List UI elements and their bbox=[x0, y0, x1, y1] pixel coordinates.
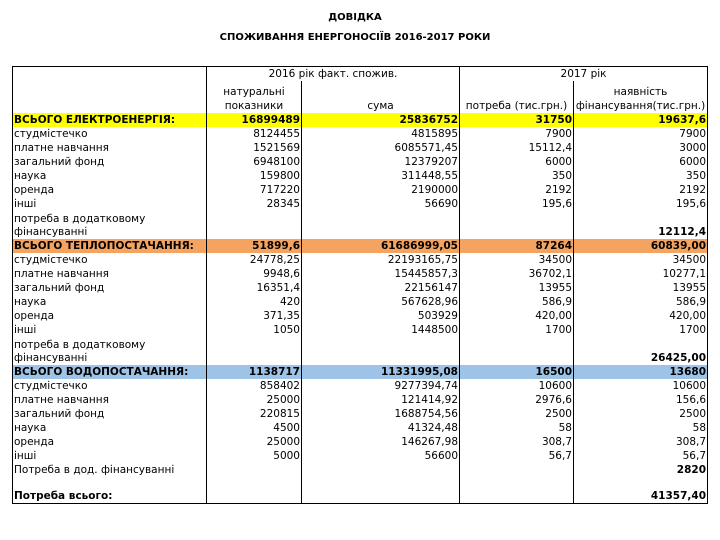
extra-need-row bbox=[13, 337, 708, 365]
row-label: інші bbox=[13, 323, 207, 337]
row-label: наука bbox=[13, 169, 207, 183]
sum-value: 121414,92 bbox=[302, 393, 460, 407]
row-label: оренда bbox=[13, 309, 207, 323]
natural-value: 28345 bbox=[207, 197, 302, 211]
total-row-elec bbox=[13, 113, 708, 127]
extra-need-row bbox=[13, 463, 708, 477]
funding-value: 13955 bbox=[574, 281, 708, 295]
need-value: 2500 bbox=[460, 407, 574, 421]
natural-value: 16351,4 bbox=[207, 281, 302, 295]
table-row bbox=[13, 267, 708, 281]
natural-value: 16899489 bbox=[207, 113, 302, 127]
row-label: потреба в додатковому фінансуванні bbox=[13, 337, 207, 365]
table-row bbox=[13, 281, 708, 295]
natural-value: 4500 bbox=[207, 421, 302, 435]
row-label: інші bbox=[13, 449, 207, 463]
natural-value: 717220 bbox=[207, 183, 302, 197]
need-value: 350 bbox=[460, 169, 574, 183]
natural-value: 1050 bbox=[207, 323, 302, 337]
need-value: 2192 bbox=[460, 183, 574, 197]
row-label: платне навчання bbox=[13, 393, 207, 407]
table-row bbox=[13, 407, 708, 421]
row-label: інші bbox=[13, 197, 207, 211]
row-label: ВСЬОГО ВОДОПОСТАЧАННЯ: bbox=[13, 365, 207, 379]
sum-value: 1688754,56 bbox=[302, 407, 460, 421]
funding-value: 34500 bbox=[574, 253, 708, 267]
need-value: 16500 bbox=[460, 365, 574, 379]
natural-value: 51899,6 bbox=[207, 239, 302, 253]
header-natural: натуральні показники bbox=[207, 81, 302, 113]
sum-value: 56600 bbox=[302, 449, 460, 463]
need-value: 1700 bbox=[460, 323, 574, 337]
row-label: оренда bbox=[13, 183, 207, 197]
funding-value: 10600 bbox=[574, 379, 708, 393]
need-value: 34500 bbox=[460, 253, 574, 267]
funding-value: 195,6 bbox=[574, 197, 708, 211]
extra-need-row bbox=[13, 211, 708, 239]
sum-value: 6085571,45 bbox=[302, 141, 460, 155]
natural-value: 1138717 bbox=[207, 365, 302, 379]
natural-value: 371,35 bbox=[207, 309, 302, 323]
table-row bbox=[13, 379, 708, 393]
row-label: студмістечко bbox=[13, 127, 207, 141]
natural-value: 8124455 bbox=[207, 127, 302, 141]
funding-value: 3000 bbox=[574, 141, 708, 155]
need-value: 13955 bbox=[460, 281, 574, 295]
row-label: наука bbox=[13, 421, 207, 435]
row-label: потреба в додатковому фінансуванні bbox=[13, 211, 207, 239]
sum-value: 1448500 bbox=[302, 323, 460, 337]
funding-value: 308,7 bbox=[574, 435, 708, 449]
need-value: 31750 bbox=[460, 113, 574, 127]
sum-value: 311448,55 bbox=[302, 169, 460, 183]
funding-value: 350 bbox=[574, 169, 708, 183]
header-2017: 2017 рік bbox=[460, 67, 708, 82]
funding-value: 56,7 bbox=[574, 449, 708, 463]
sum-value: 41324,48 bbox=[302, 421, 460, 435]
row-label: загальний фонд bbox=[13, 281, 207, 295]
sum-value: 2190000 bbox=[302, 183, 460, 197]
row-label: загальний фонд bbox=[13, 407, 207, 421]
row-label: Потреба всього: bbox=[13, 489, 207, 504]
sum-value: 15445857,3 bbox=[302, 267, 460, 281]
header-2016: 2016 рік факт. спожив. bbox=[207, 67, 460, 82]
table-row bbox=[13, 393, 708, 407]
funding-value: 420,00 bbox=[574, 309, 708, 323]
table-row bbox=[13, 309, 708, 323]
sum-value: 61686999,05 bbox=[302, 239, 460, 253]
row-label: ВСЬОГО ЕЛЕКТРОЕНЕРГІЯ: bbox=[13, 113, 207, 127]
row-label: платне навчання bbox=[13, 267, 207, 281]
natural-value: 24778,25 bbox=[207, 253, 302, 267]
header-sum: сума bbox=[302, 81, 460, 113]
table-row bbox=[13, 295, 708, 309]
table-row bbox=[13, 169, 708, 183]
sum-value: 4815895 bbox=[302, 127, 460, 141]
table-row bbox=[13, 141, 708, 155]
sum-value: 146267,98 bbox=[302, 435, 460, 449]
sum-value: 12379207 bbox=[302, 155, 460, 169]
row-label: ВСЬОГО ТЕПЛОПОСТАЧАННЯ: bbox=[13, 239, 207, 253]
document-subtitle: СПОЖИВАННЯ ЕНЕРГОНОСІЇВ 2016-2017 РОКИ bbox=[219, 32, 491, 43]
funding-value: 58 bbox=[574, 421, 708, 435]
sum-value: 22156147 bbox=[302, 281, 460, 295]
row-label: наука bbox=[13, 295, 207, 309]
row-label: платне навчання bbox=[13, 141, 207, 155]
funding-value: 12112,4 bbox=[574, 211, 708, 239]
need-value: 308,7 bbox=[460, 435, 574, 449]
sum-value: 11331995,08 bbox=[302, 365, 460, 379]
sum-value: 56690 bbox=[302, 197, 460, 211]
row-label: студмістечко bbox=[13, 379, 207, 393]
need-value: 195,6 bbox=[460, 197, 574, 211]
need-value: 58 bbox=[460, 421, 574, 435]
row-label: Потреба в дод. фінансуванні bbox=[13, 463, 207, 477]
table-row bbox=[13, 421, 708, 435]
funding-value: 7900 bbox=[574, 127, 708, 141]
funding-value: 26425,00 bbox=[574, 337, 708, 365]
funding-value: 13680 bbox=[574, 365, 708, 379]
funding-value: 156,6 bbox=[574, 393, 708, 407]
sum-value: 22193165,75 bbox=[302, 253, 460, 267]
natural-value: 1521569 bbox=[207, 141, 302, 155]
funding-value: 6000 bbox=[574, 155, 708, 169]
need-value: 87264 bbox=[460, 239, 574, 253]
need-value: 36702,1 bbox=[460, 267, 574, 281]
natural-value: 25000 bbox=[207, 393, 302, 407]
funding-value: 1700 bbox=[574, 323, 708, 337]
table-row bbox=[13, 183, 708, 197]
sum-value: 567628,96 bbox=[302, 295, 460, 309]
natural-value: 6948100 bbox=[207, 155, 302, 169]
need-value: 6000 bbox=[460, 155, 574, 169]
need-value: 420,00 bbox=[460, 309, 574, 323]
sum-value: 503929 bbox=[302, 309, 460, 323]
need-value: 56,7 bbox=[460, 449, 574, 463]
funding-value: 10277,1 bbox=[574, 267, 708, 281]
table-row bbox=[13, 127, 708, 141]
table-row bbox=[13, 155, 708, 169]
total-row-heat bbox=[13, 239, 708, 253]
funding-value: 41357,40 bbox=[574, 489, 708, 504]
natural-value: 25000 bbox=[207, 435, 302, 449]
header-funding: наявність фінансування(тис.грн.) bbox=[574, 81, 708, 113]
natural-value: 220815 bbox=[207, 407, 302, 421]
natural-value: 5000 bbox=[207, 449, 302, 463]
table-row bbox=[13, 253, 708, 267]
total-row-water bbox=[13, 365, 708, 379]
natural-value: 159800 bbox=[207, 169, 302, 183]
funding-value: 586,9 bbox=[574, 295, 708, 309]
table-row bbox=[13, 449, 708, 463]
natural-value: 858402 bbox=[207, 379, 302, 393]
natural-value: 420 bbox=[207, 295, 302, 309]
sum-value: 25836752 bbox=[302, 113, 460, 127]
need-value: 10600 bbox=[460, 379, 574, 393]
funding-value: 2500 bbox=[574, 407, 708, 421]
funding-value: 60839,00 bbox=[574, 239, 708, 253]
table-row bbox=[13, 435, 708, 449]
grand-total-row bbox=[13, 489, 708, 504]
funding-value: 2192 bbox=[574, 183, 708, 197]
funding-value: 19637,6 bbox=[574, 113, 708, 127]
document-title: ДОВІДКА bbox=[328, 12, 382, 23]
header-need: потреба (тис.грн.) bbox=[460, 81, 574, 113]
need-value: 15112,4 bbox=[460, 141, 574, 155]
funding-value: 2820 bbox=[574, 463, 708, 477]
table-row bbox=[13, 197, 708, 211]
energy-table bbox=[12, 66, 708, 504]
need-value: 586,9 bbox=[460, 295, 574, 309]
row-label: студмістечко bbox=[13, 253, 207, 267]
need-value: 2976,6 bbox=[460, 393, 574, 407]
natural-value: 9948,6 bbox=[207, 267, 302, 281]
table-row bbox=[13, 323, 708, 337]
row-label: оренда bbox=[13, 435, 207, 449]
need-value: 7900 bbox=[460, 127, 574, 141]
row-label: загальний фонд bbox=[13, 155, 207, 169]
sum-value: 9277394,74 bbox=[302, 379, 460, 393]
